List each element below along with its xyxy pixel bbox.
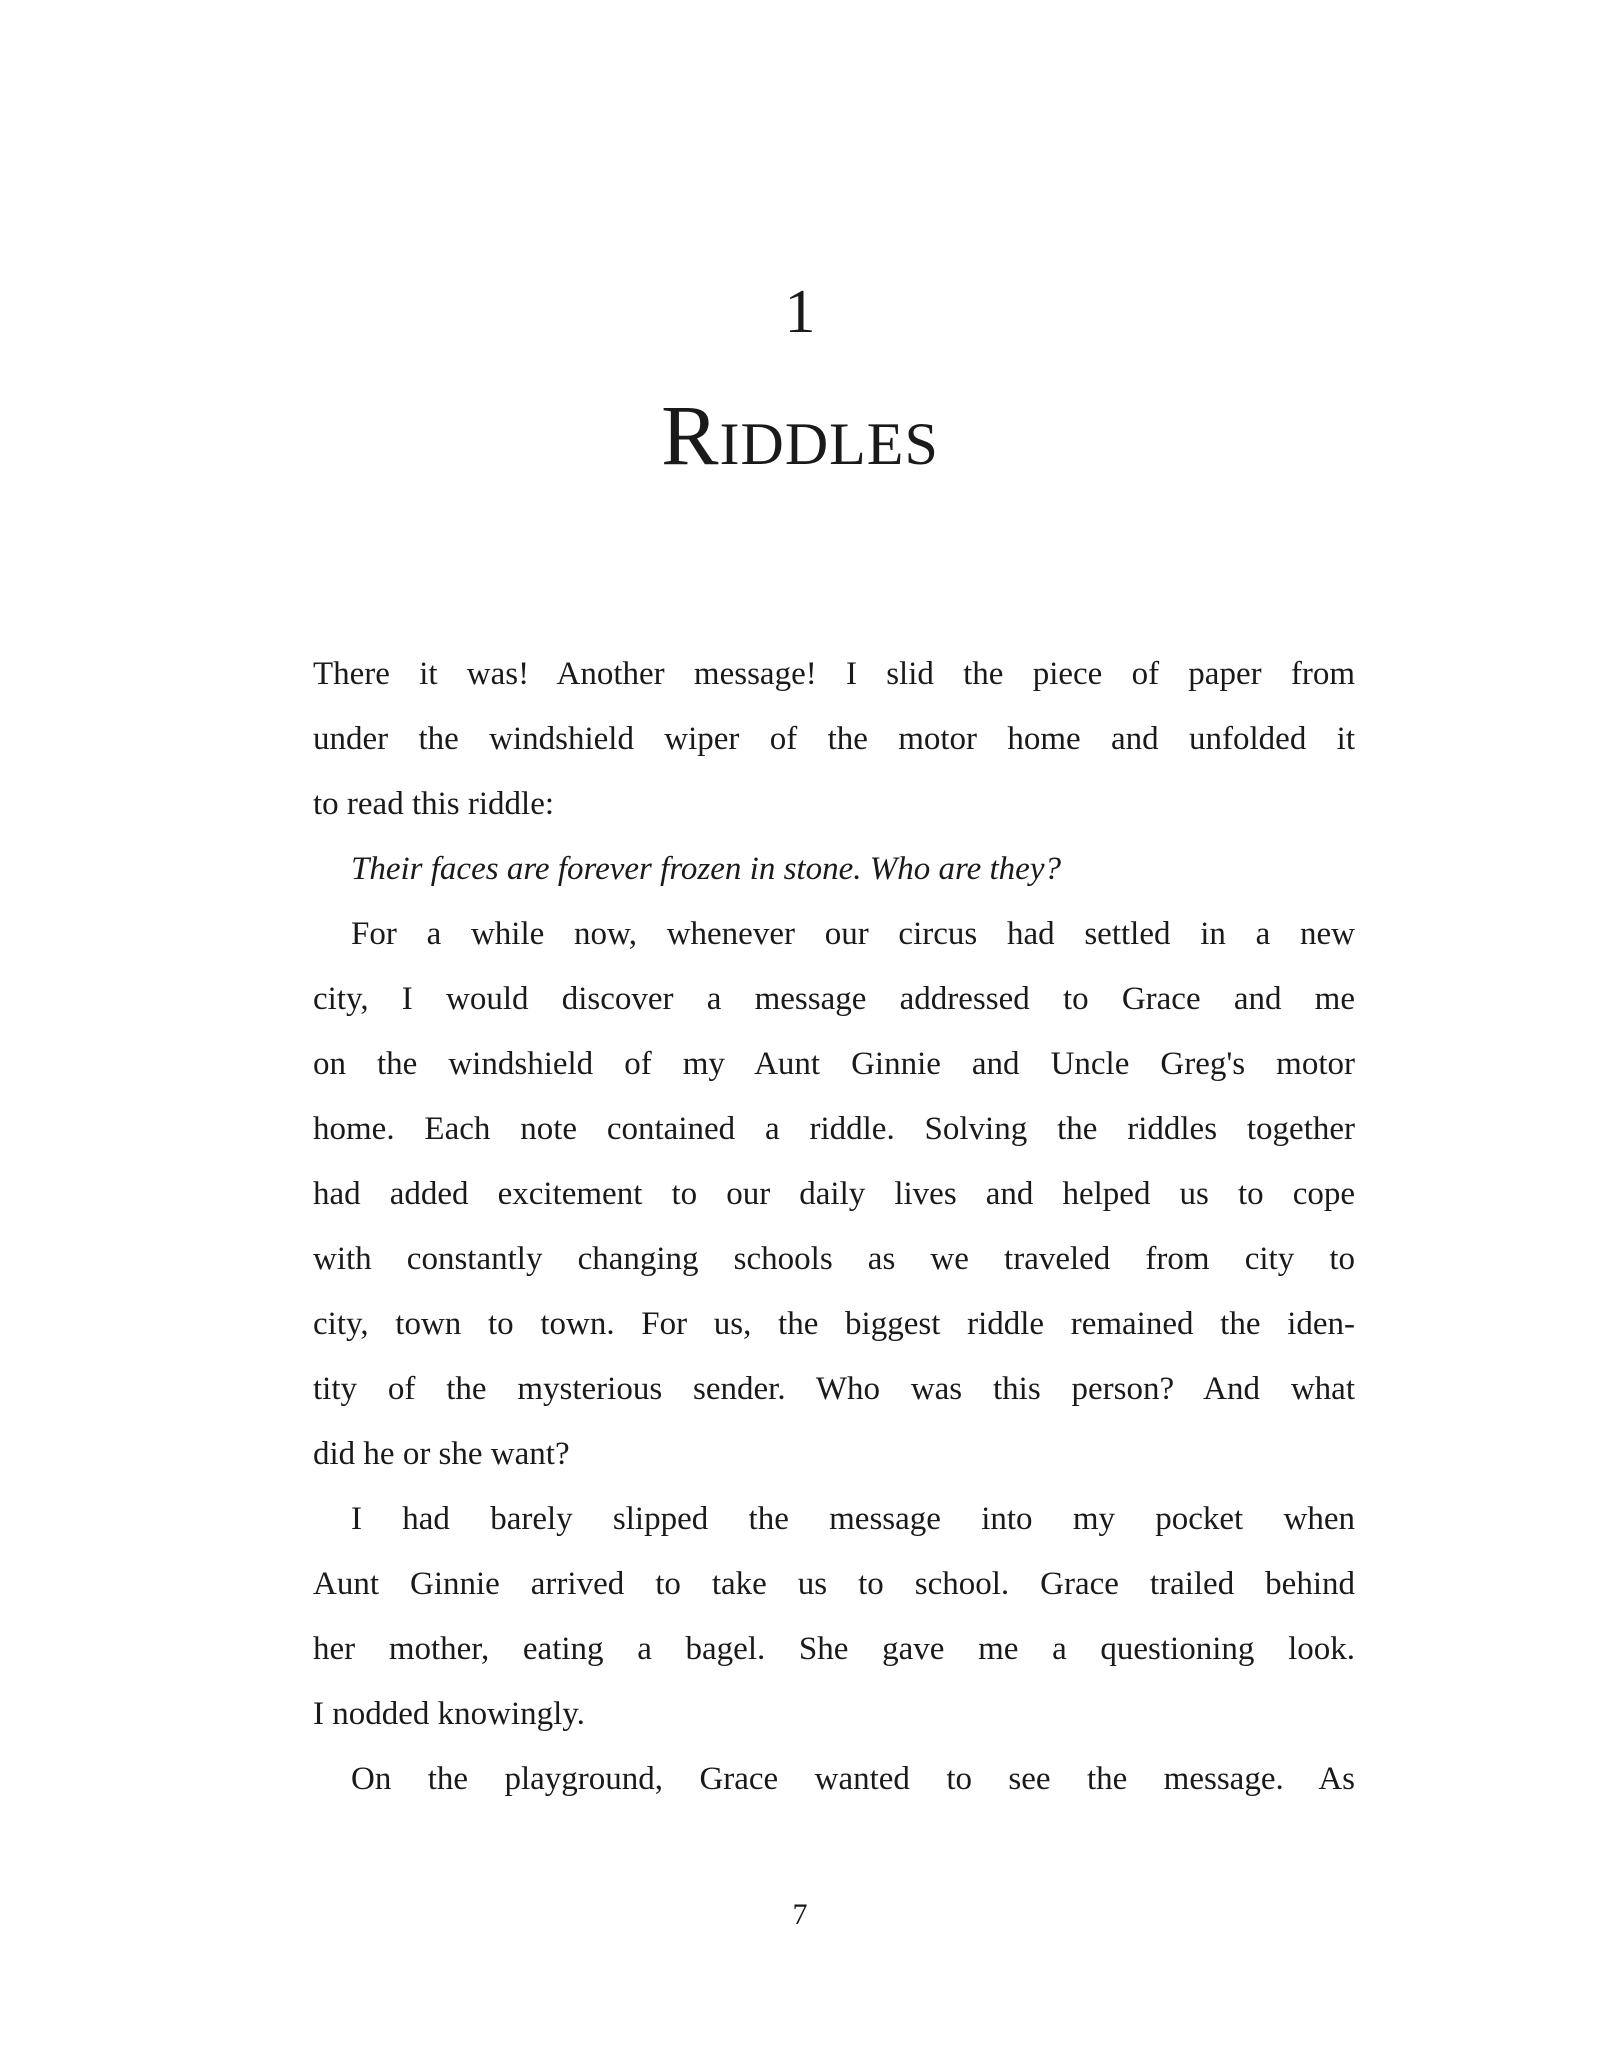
text-line: I nodded knowingly. <box>313 1696 585 1732</box>
chapter-title: Riddles <box>661 387 939 483</box>
text-line: on the windshield of my Aunt Ginnie and Uncle Greg's motor <box>313 1046 1355 1082</box>
page-number: 7 <box>792 1898 808 1931</box>
text-line: tity of the mysterious sender. Who was this person? And what <box>313 1371 1355 1407</box>
text-line: her mother, eating a bagel. She gave me a questioning look. <box>313 1631 1355 1667</box>
text-line: with constantly changing schools as we traveled from city to <box>313 1241 1355 1277</box>
text-line: On the playground, Grace wanted to see the message. As <box>351 1761 1355 1797</box>
text-line: Aunt Ginnie arrived to take us to school. Grace trailed behind <box>313 1566 1355 1602</box>
body-text <box>313 642 1355 1812</box>
text-line: I had barely slipped the message into my pocket when <box>351 1501 1355 1537</box>
text-line: city, town to town. For us, the biggest riddle remained the iden- <box>313 1306 1355 1342</box>
chapter-number: 1 <box>784 278 816 346</box>
text-line: city, I would discover a message addressed to Grace and me <box>313 981 1355 1017</box>
text-line: There it was! Another message! I slid the piece of paper from <box>313 656 1355 692</box>
text-line: under the windshield wiper of the motor home and unfolded it <box>313 721 1355 757</box>
text-line: to read this riddle: <box>313 786 555 822</box>
text-line: For a while now, whenever our circus had settled in a new <box>351 916 1355 952</box>
text-line: had added excitement to our daily lives and helped us to cope <box>313 1176 1355 1212</box>
text-line: home. Each note contained a riddle. Solving the riddles together <box>313 1111 1355 1147</box>
text-line: did he or she want? <box>313 1436 570 1472</box>
riddle-text-line: Their faces are forever frozen in stone. Who are they? <box>351 851 1061 887</box>
